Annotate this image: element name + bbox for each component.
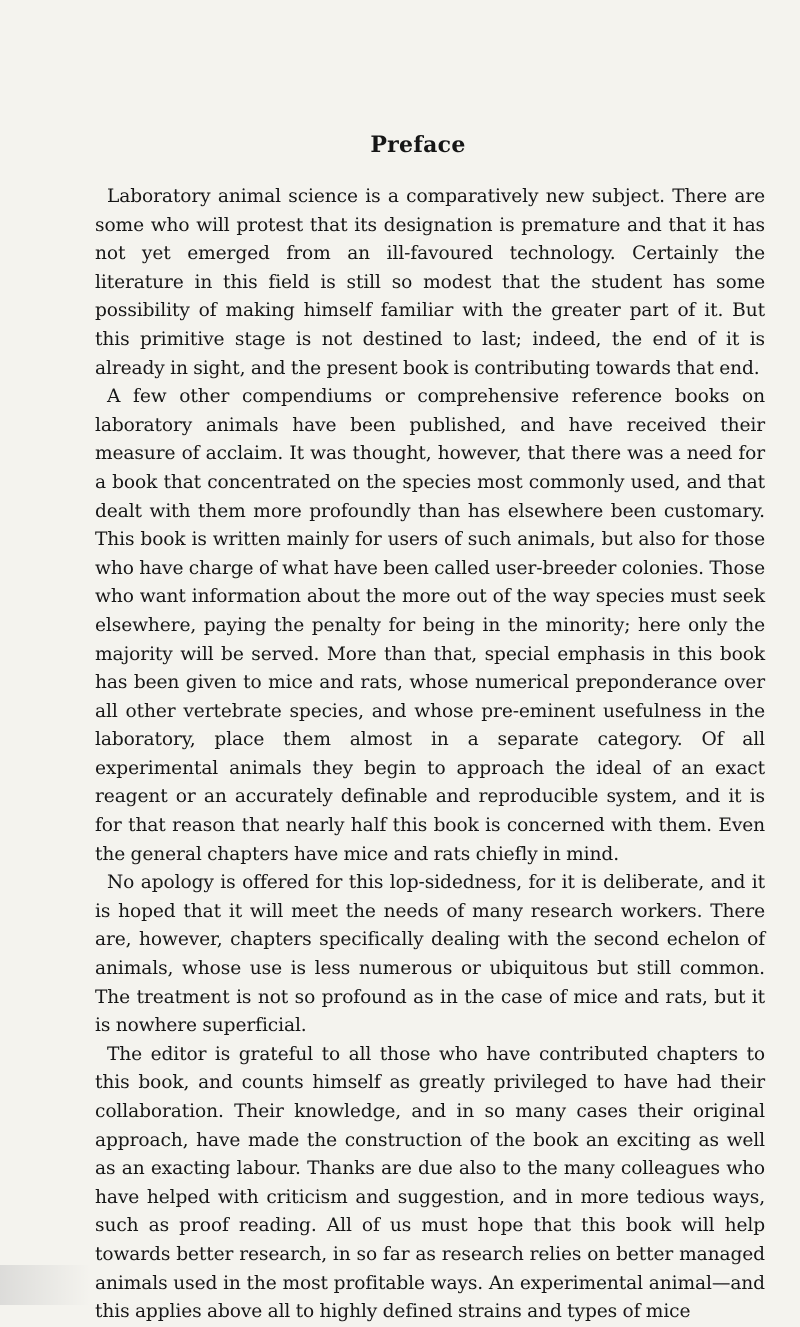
scan-artifact [0, 1265, 90, 1305]
paragraph-2: A few other compendiums or comprehensive reference books on laboratory animals have been published, and have received their measure of acclaim. It was thought, however, that there was a need for a book that concentrated on the species most commonly used, and that dealt with them more profoundly than has elsewhere been customary. This book is written mainly for users of such animals, but also for those who have charge of what have been called user-breeder colonies. Those who want information about the more out of the way species must seek elsewhere, paying the penalty for being in the minority; here only the majority will be served. More than that, special emphasis in this book has been given to mice and rats, whose numerical preponderance over all other vertebrate species, and whose pre-eminent usefulness in the laboratory, place them almost in a separate category. Of all experimental animals they begin to approach the ideal of an exact reagent or an accurately definable and reproducible system, and it is for that reason that nearly half this book is concerned with them. Even the general chapters have mice and rats chiefly in mind. [95, 386, 765, 865]
paragraph-3: No apology is offered for this lop-sidedness, for it is deliberate, and it is hoped that it will meet the needs of many research workers. There are, however, chapters specifically dealing with the second echelon of animals, whose use is less numerous or ubiquitous but still common. The treatment is not so profound as in the case of mice and rats, but it is nowhere superficial. [95, 872, 765, 1037]
paragraph-1: Laboratory animal science is a comparatively new subject. There are some who will protest that its designation is premature and that it has not yet emerged from an ill-favoured technology. Certainly the literature in this field is still so modest that the student has some possibility of making himself familiar with the greater part of it. But this primitive stage is not destined to last; indeed, the end of it is already in sight, and the present book is contributing towards that end. [95, 186, 765, 379]
preface-body [95, 183, 765, 1327]
page-title: Preface [370, 132, 466, 158]
paragraph-4: The editor is grateful to all those who have contributed chapters to this book, and counts himself as greatly privileged to have had their collaboration. Their knowledge, and in so many cases their original approach, have made the construction of the book an exciting as well as an exacting labour. Thanks are due also to the many colleagues who have helped with criticism and suggestion, and in more tedious ways, such as proof reading. All of us must hope that this book will help towards better research, in so far as research relies on better managed animals used in the most profitable ways. An experimental animal—and this applies above all to highly defined strains and types of mice [95, 1043, 765, 1323]
